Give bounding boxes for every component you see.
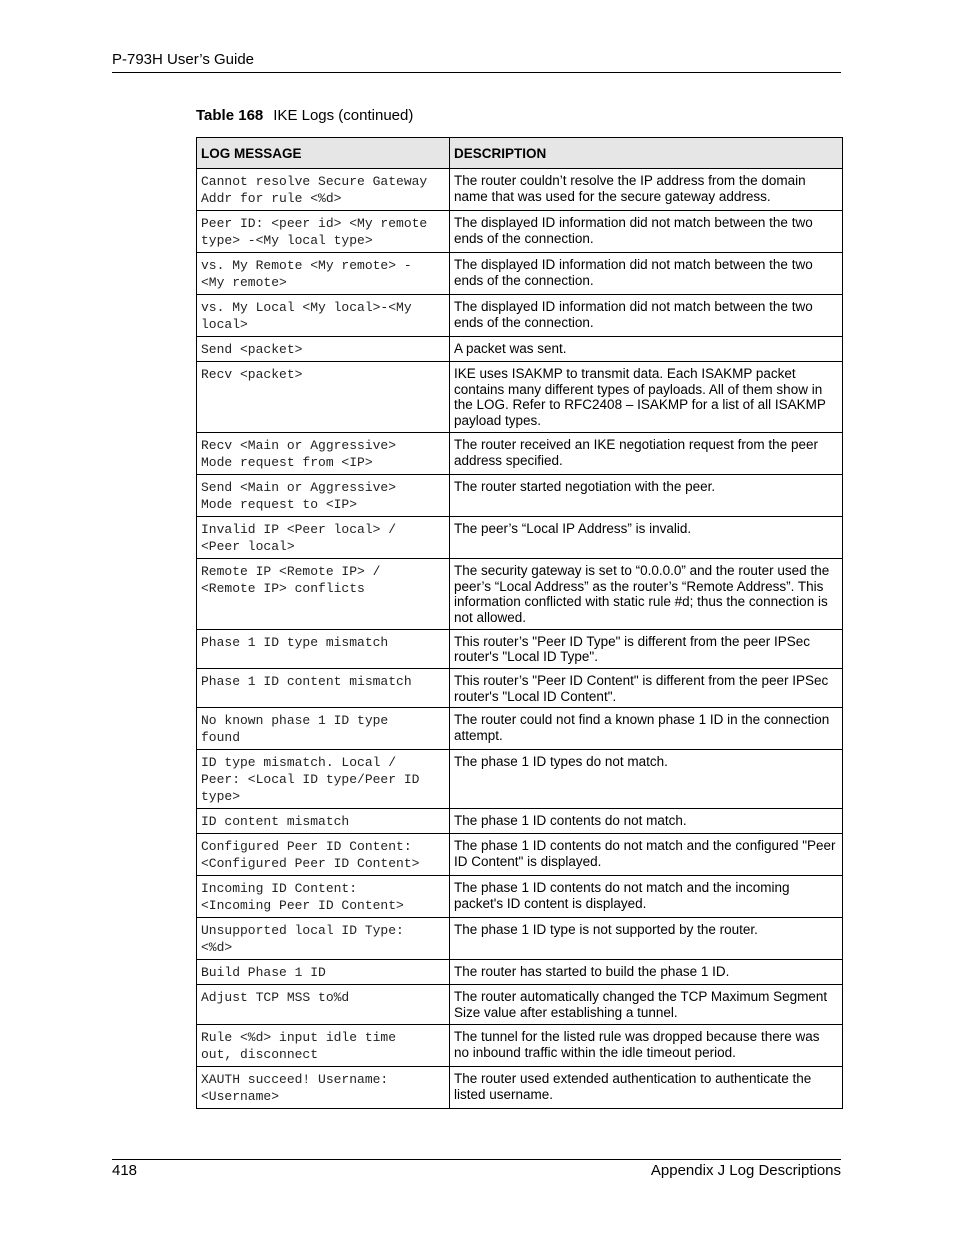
description-cell: The displayed ID information did not match between the two ends of the connection. — [450, 253, 843, 295]
description-cell: The router started negotiation with the peer. — [450, 474, 843, 516]
description-cell: The router received an IKE negotiation request from the peer address specified. — [450, 432, 843, 474]
table-row — [197, 708, 843, 750]
log-message-cell: ID content mismatch — [197, 809, 450, 834]
table-header-row — [197, 138, 843, 169]
table-row — [197, 960, 843, 985]
table-row — [197, 558, 843, 629]
log-message-cell: vs. My Remote <My remote> - <My remote> — [197, 253, 450, 295]
description-cell: The phase 1 ID contents do not match and the incoming packet's ID content is displayed. — [450, 876, 843, 918]
table-row — [197, 362, 843, 433]
description-cell: The router could not find a known phase 1 ID in the connection attempt. — [450, 708, 843, 750]
table-row — [197, 1066, 843, 1108]
log-message-cell: Phase 1 ID type mismatch — [197, 629, 450, 668]
table-row — [197, 1024, 843, 1066]
description-cell: This router’s "Peer ID Type" is different from the peer IPSec router's "Local ID Type". — [450, 629, 843, 668]
description-cell: The router used extended authentication to authenticate the listed username. — [450, 1066, 843, 1108]
description-cell: This router’s "Peer ID Content" is different from the peer IPSec router's "Local ID Content". — [450, 669, 843, 708]
table-row — [197, 876, 843, 918]
log-message-cell: vs. My Local <My local>-<My local> — [197, 295, 450, 337]
description-cell: The phase 1 ID contents do not match and the configured "Peer ID Content" is displayed. — [450, 834, 843, 876]
footer-section-title: Appendix J Log Descriptions — [650, 1162, 841, 1179]
table-body — [197, 169, 843, 1109]
log-message-cell: Rule <%d> input idle time out, disconnect — [197, 1024, 450, 1066]
description-cell: The phase 1 ID type is not supported by the router. — [450, 918, 843, 960]
table-row — [197, 629, 843, 668]
description-cell: The router automatically changed the TCP Maximum Segment Size value after establishing a tunnel. — [450, 985, 843, 1024]
log-message-cell: Send <packet> — [197, 337, 450, 362]
table-row — [197, 474, 843, 516]
log-message-cell: Incoming ID Content: <Incoming Peer ID Content> — [197, 876, 450, 918]
log-message-cell: Invalid IP <Peer local> / <Peer local> — [197, 516, 450, 558]
table-caption — [196, 107, 413, 124]
description-cell: The peer’s “Local IP Address” is invalid. — [450, 516, 843, 558]
description-cell: IKE uses ISAKMP to transmit data. Each ISAKMP packet contains many different types of payloads. All of them show in the LOG. Refer to RFC2408 – ISAKMP for a list of all ISAKMP payload types. — [450, 362, 843, 433]
table-row — [197, 253, 843, 295]
table-row — [197, 918, 843, 960]
description-cell: The security gateway is set to “0.0.0.0” and the router used the peer’s “Local Address” as the router’s “Remote Address”. This information conflicted with static rule #d; thus the connection is not allowed. — [450, 558, 843, 629]
table-row — [197, 750, 843, 809]
description-cell: A packet was sent. — [450, 337, 843, 362]
table-row — [197, 211, 843, 253]
description-cell: The tunnel for the listed rule was dropped because there was no inbound traffic within the idle timeout period. — [450, 1024, 843, 1066]
table-row — [197, 432, 843, 474]
description-cell: The router couldn’t resolve the IP address from the domain name that was used for the secure gateway address. — [450, 169, 843, 211]
description-cell: The phase 1 ID types do not match. — [450, 750, 843, 809]
table-row — [197, 169, 843, 211]
table-caption-text: IKE Logs (continued) — [273, 107, 414, 124]
table-row — [197, 809, 843, 834]
log-message-cell: Peer ID: <peer id> <My remote type> -<My local type> — [197, 211, 450, 253]
log-message-cell: Send <Main or Aggressive> Mode request to <IP> — [197, 474, 450, 516]
column-header-log-message: LOG MESSAGE — [197, 138, 450, 169]
table-row — [197, 669, 843, 708]
table-row — [197, 985, 843, 1024]
description-cell: The router has started to build the phase 1 ID. — [450, 960, 843, 985]
header-divider — [112, 72, 841, 73]
description-cell: The displayed ID information did not match between the two ends of the connection. — [450, 211, 843, 253]
log-message-cell: Remote IP <Remote IP> / <Remote IP> conflicts — [197, 558, 450, 629]
description-cell: The displayed ID information did not match between the two ends of the connection. — [450, 295, 843, 337]
log-message-cell: Cannot resolve Secure Gateway Addr for rule <%d> — [197, 169, 450, 211]
log-message-cell: No known phase 1 ID type found — [197, 708, 450, 750]
table-caption-label: Table 168 — [196, 107, 264, 124]
log-message-cell: Recv <Main or Aggressive> Mode request from <IP> — [197, 432, 450, 474]
running-header-title: P-793H User’s Guide — [112, 51, 255, 68]
log-message-cell: ID type mismatch. Local / Peer: <Local ID type/Peer ID type> — [197, 750, 450, 809]
log-message-cell: Adjust TCP MSS to%d — [197, 985, 450, 1024]
table-row — [197, 337, 843, 362]
log-message-cell: Configured Peer ID Content: <Configured Peer ID Content> — [197, 834, 450, 876]
table-row — [197, 516, 843, 558]
description-cell: The phase 1 ID contents do not match. — [450, 809, 843, 834]
log-message-cell: Phase 1 ID content mismatch — [197, 669, 450, 708]
log-message-cell: Unsupported local ID Type: <%d> — [197, 918, 450, 960]
log-message-cell: XAUTH succeed! Username: <Username> — [197, 1066, 450, 1108]
footer-divider — [112, 1159, 841, 1160]
log-message-cell: Recv <packet> — [197, 362, 450, 433]
ike-logs-table — [196, 137, 843, 1109]
table-row — [197, 834, 843, 876]
page-number: 418 — [112, 1162, 138, 1179]
log-message-cell: Build Phase 1 ID — [197, 960, 450, 985]
table-row — [197, 295, 843, 337]
column-header-description: DESCRIPTION — [450, 138, 843, 169]
